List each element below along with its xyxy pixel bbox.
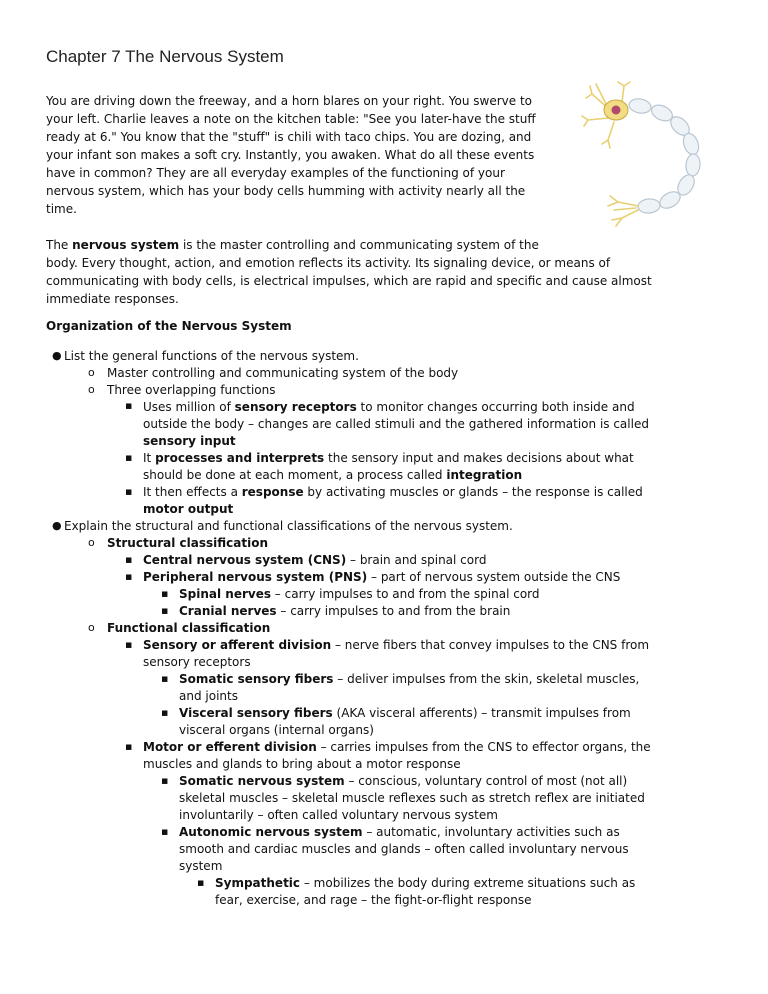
outline-item: Three overlapping functions [107, 383, 276, 397]
bullet-marker: ▪ [197, 876, 205, 889]
item-text: – mobilizes the body during extreme situations such as [300, 876, 636, 890]
intro-line: nervous system, which has your body cells humming with activity nearly all the [46, 184, 526, 198]
bullet-marker: o [88, 366, 95, 379]
section-heading: Organization of the Nervous System [46, 319, 292, 333]
item-text: – carry impulses to and from the spinal cord [270, 587, 540, 601]
item-text: It [143, 451, 156, 465]
item-text: – carries impulses from the CNS to effector organs, the [316, 740, 651, 754]
bullet-marker: o [88, 621, 95, 634]
outline-line: sensory receptors [143, 655, 251, 669]
para-text: is the master controlling and communicating system of the [179, 238, 539, 252]
item-text: – part of nervous system outside the CNS [367, 570, 621, 584]
intro-line: time. [46, 202, 77, 216]
para-line: communicating with body cells, is electrical impulses, which are rapid and specific and cause almost [46, 274, 652, 288]
outline-line: involuntarily – often called voluntary nervous system [179, 808, 498, 822]
outline-item [179, 586, 540, 603]
bullet-marker: ▪ [125, 553, 133, 566]
intro-line: ready at 6." You know that the "stuff" is chili with taco chips. You are dozing, and [46, 130, 532, 144]
outline-line: sensory input [143, 434, 236, 448]
outline-line [143, 467, 522, 484]
outline-item [143, 739, 651, 756]
bullet-marker: o [88, 536, 95, 549]
outline-item [143, 484, 643, 501]
para-text: The [46, 238, 73, 252]
item-term: Somatic nervous system [179, 774, 345, 788]
para-line: body. Every thought, action, and emotion reflects its activity. Its signaling device, or means of [46, 256, 611, 270]
intro-line: your infant son makes a soft cry. Instantly, you awaken. What do all these events [46, 148, 535, 162]
bullet-marker: ● [52, 519, 62, 532]
item-term: Spinal nerves [179, 587, 271, 601]
bullet-marker: ▪ [161, 706, 169, 719]
myelin-segment [637, 198, 660, 214]
item-text: – brain and spinal cord [346, 553, 487, 567]
bullet-marker: ● [52, 349, 62, 362]
outline-line: motor output [143, 502, 234, 516]
outline-item: Structural classification [107, 536, 269, 550]
bullet-marker: o [88, 383, 95, 396]
bullet-marker: ▪ [125, 451, 133, 464]
nucleus [612, 106, 621, 115]
intro-line: have in common? They are all everyday examples of the functioning of your [46, 166, 505, 180]
item-term: Motor or efferent division [143, 740, 317, 754]
nervous-system-paragraph [46, 236, 726, 308]
outline-line: outside the body – changes are called stimuli and the gathered information is called [143, 417, 649, 431]
outline-line: system [179, 859, 223, 873]
item-text: – conscious, voluntary control of most (not all) [344, 774, 628, 788]
para-term: nervous system [72, 238, 180, 252]
item-term: sensory receptors [234, 400, 357, 414]
bullet-marker: ▪ [161, 774, 169, 787]
item-term: response [241, 485, 304, 499]
bullet-marker: ▪ [125, 399, 133, 412]
outline-line: smooth and cardiac muscles and glands – often called involuntary nervous [179, 842, 629, 856]
item-text: – deliver impulses from the skin, skeletal muscles, [333, 672, 640, 686]
outline-item: Explain the structural and functional classifications of the nervous system. [64, 519, 513, 533]
bullet-marker: ▪ [161, 604, 169, 617]
item-term: Peripheral nervous system (PNS) [143, 570, 368, 584]
outline-item [143, 637, 649, 654]
outline-line: and joints [179, 689, 238, 703]
outline-item [215, 875, 635, 892]
item-text: It then effects a [143, 485, 242, 499]
bullet-marker: ▪ [161, 825, 169, 838]
outline-item [143, 450, 634, 467]
outline-item [143, 399, 635, 416]
myelin-segment [628, 97, 652, 115]
bullet-marker: ▪ [161, 672, 169, 685]
para-line [46, 236, 726, 254]
outline-line: muscles and glands to bring about a motor response [143, 757, 461, 771]
intro-line: You are driving down the freeway, and a horn blares on your right. You swerve to [46, 94, 533, 108]
item-text: (AKA visceral afferents) – transmit impulses from [332, 706, 631, 720]
bullet-marker: ▪ [125, 638, 133, 651]
item-text: to monitor changes occurring both inside and [356, 400, 635, 414]
bullet-marker: ▪ [161, 587, 169, 600]
item-text: – nerve fibers that convey impulses to the CNS from [331, 638, 650, 652]
item-text: should be done at each moment, a process called [143, 468, 447, 482]
item-text: the sensory input and makes decisions about what [324, 451, 634, 465]
outline-item [179, 705, 631, 722]
item-text: by activating muscles or glands – the response is called [303, 485, 643, 499]
chapter-title: Chapter 7 The Nervous System [46, 47, 284, 66]
intro-line: your left. Charlie leaves a note on the kitchen table: "See you later-have the stuff [46, 112, 536, 126]
outline-item: Master controlling and communicating system of the body [107, 366, 459, 380]
outline-item: List the general functions of the nervous system. [64, 349, 359, 363]
outline-item [179, 603, 510, 620]
bullet-marker: ▪ [125, 570, 133, 583]
bullet-marker: ▪ [125, 485, 133, 498]
item-term: integration [446, 468, 523, 482]
item-term: Sympathetic [215, 876, 301, 890]
intro-paragraph [46, 92, 576, 218]
outline-item: Functional classification [107, 621, 271, 635]
outline-item [143, 552, 486, 569]
outline-line: fear, exercise, and rage – the fight-or-flight response [215, 893, 532, 907]
bullet-marker: ▪ [125, 740, 133, 753]
item-text: – automatic, involuntary activities such as [362, 825, 620, 839]
outline-item [179, 671, 639, 688]
neuron-illustration [578, 80, 728, 230]
outline-line: visceral organs (internal organs) [179, 723, 374, 737]
item-term: Autonomic nervous system [179, 825, 363, 839]
outline-item [179, 773, 627, 790]
myelin-segment [685, 153, 701, 176]
item-term: Sensory or afferent division [143, 638, 332, 652]
item-term: Central nervous system (CNS) [143, 553, 347, 567]
item-term: Cranial nerves [179, 604, 277, 618]
item-text: – carry impulses to and from the brain [276, 604, 511, 618]
item-text: Uses million of [143, 400, 235, 414]
outline-item [143, 569, 620, 586]
item-term: processes and interprets [155, 451, 325, 465]
outline-item [179, 824, 620, 841]
item-term: Visceral sensory fibers [179, 706, 333, 720]
item-term: Somatic sensory fibers [179, 672, 334, 686]
outline-line: skeletal muscles – skeletal muscle reflexes such as stretch reflex are initiated [179, 791, 645, 805]
para-line: immediate responses. [46, 292, 179, 306]
